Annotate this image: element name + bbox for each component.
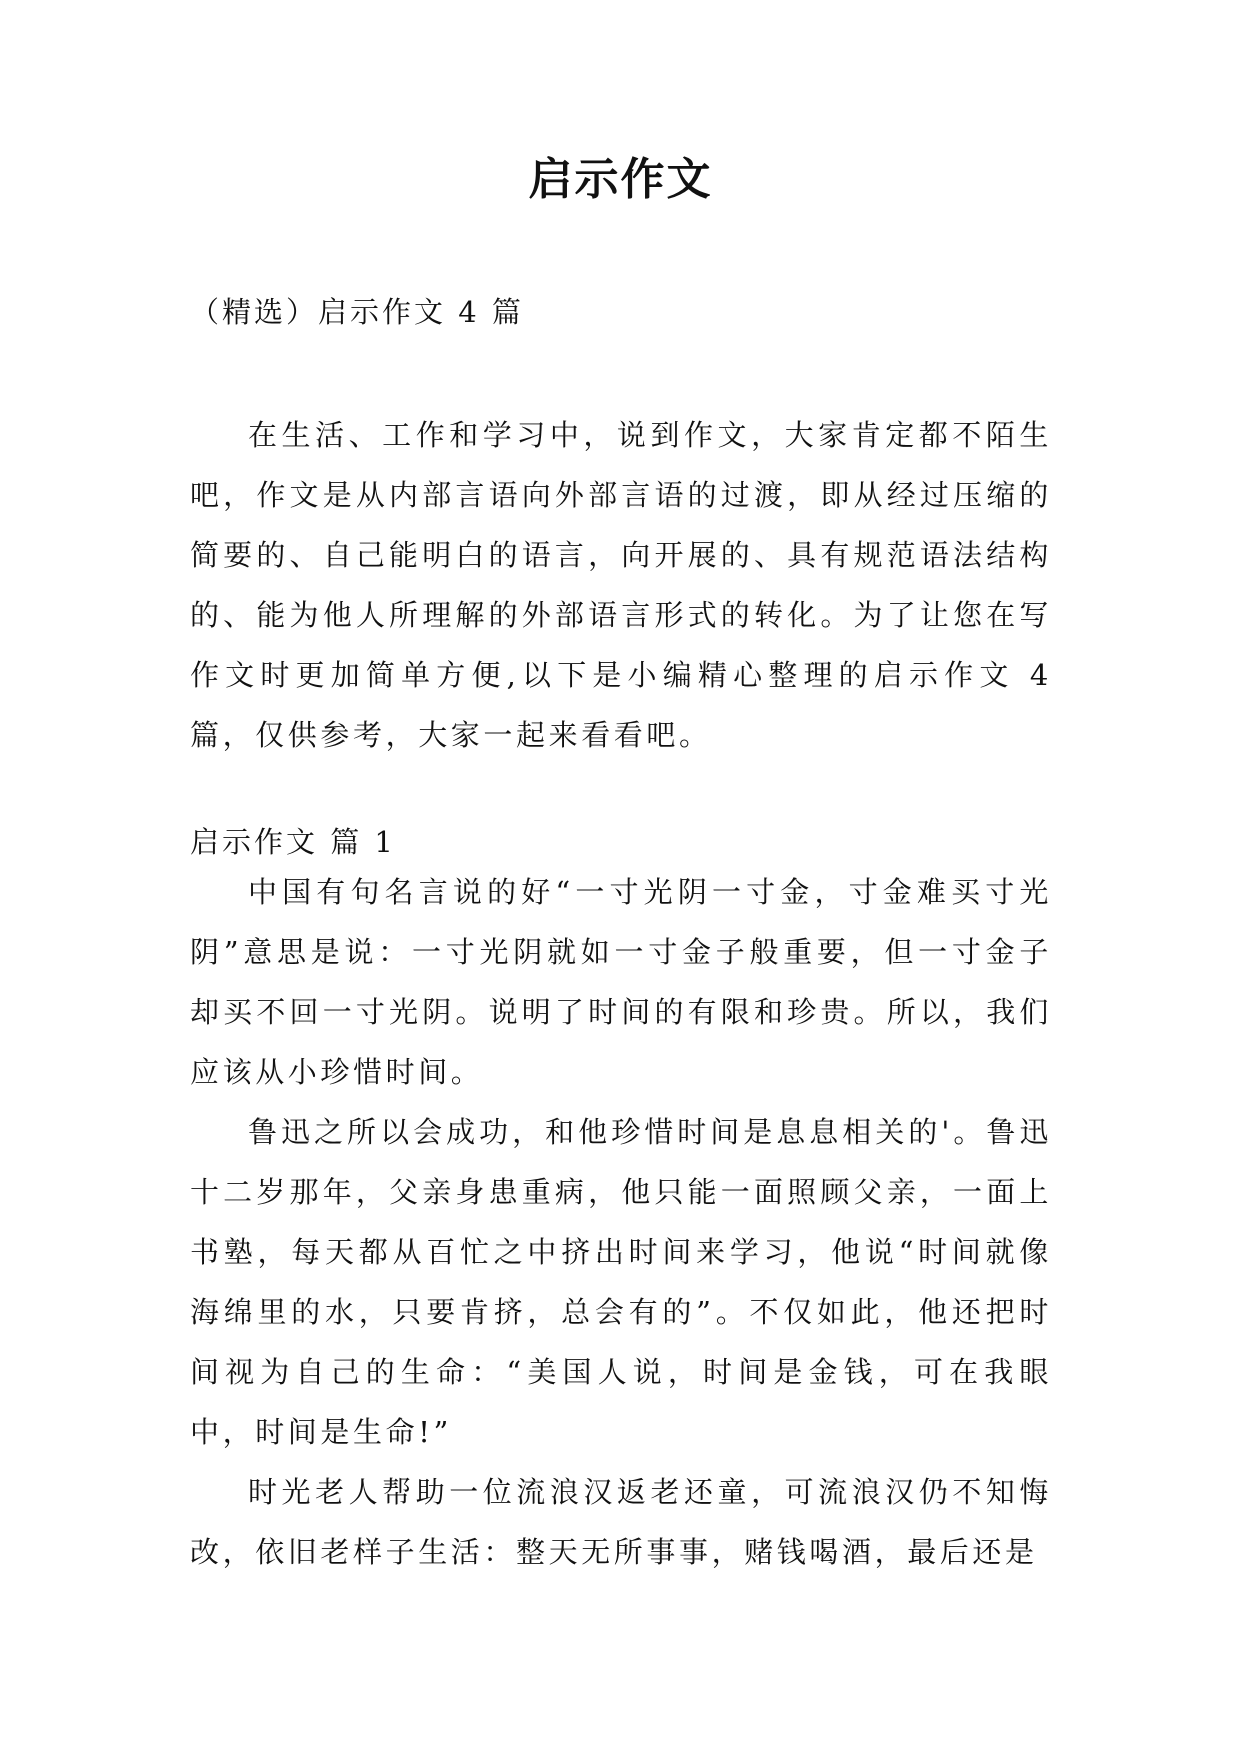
body-paragraph: 鲁迅之所以会成功，和他珍惜时间是息息相关的'。鲁迅十二岁那年，父亲身患重病，他只能一面照顾父亲，一面上书塾，每天都从百忙之中挤出时间来学习，他说“时间就像海绵里的水，只要肯挤，总会有的”。不仅如此，他还把时间视为自己的生命：“美国人说，时间是金钱，可在我眼中，时间是生命!” bbox=[190, 1115, 1052, 1449]
body-paragraph: 中国有句名言说的好“一寸光阴一寸金，寸金难买寸光阴”意思是说：一寸光阴就如一寸金子般重要，但一寸金子却买不回一寸光阴。说明了时间的有限和珍贵。所以，我们应该从小珍惜时间。 bbox=[190, 875, 1052, 1089]
document-title: 启示作文 bbox=[528, 154, 713, 205]
intro-paragraph: 在生活、工作和学习中，说到作文，大家肯定都不陌生吧，作文是从内部言语向外部言语的过渡，即从经过压缩的简要的、自己能明白的语言，向开展的、具有规范语法结构的、能为他人所理解的外部语言形式的转化。为了让您在写作文时更加简单方便,以下是小编精心整理的启示作文 4 篇，仅供参考，大家一起来看看吧。 bbox=[190, 418, 1052, 752]
body-paragraph: 时光老人帮助一位流浪汉返老还童，可流浪汉仍不知悔改，依旧老样子生活：整天无所事事，赌钱喝酒，最后还是 bbox=[190, 1475, 1052, 1569]
document-subtitle: （精选）启示作文 4 篇 bbox=[190, 295, 524, 329]
section-heading: 启示作文 篇 1 bbox=[190, 825, 396, 859]
